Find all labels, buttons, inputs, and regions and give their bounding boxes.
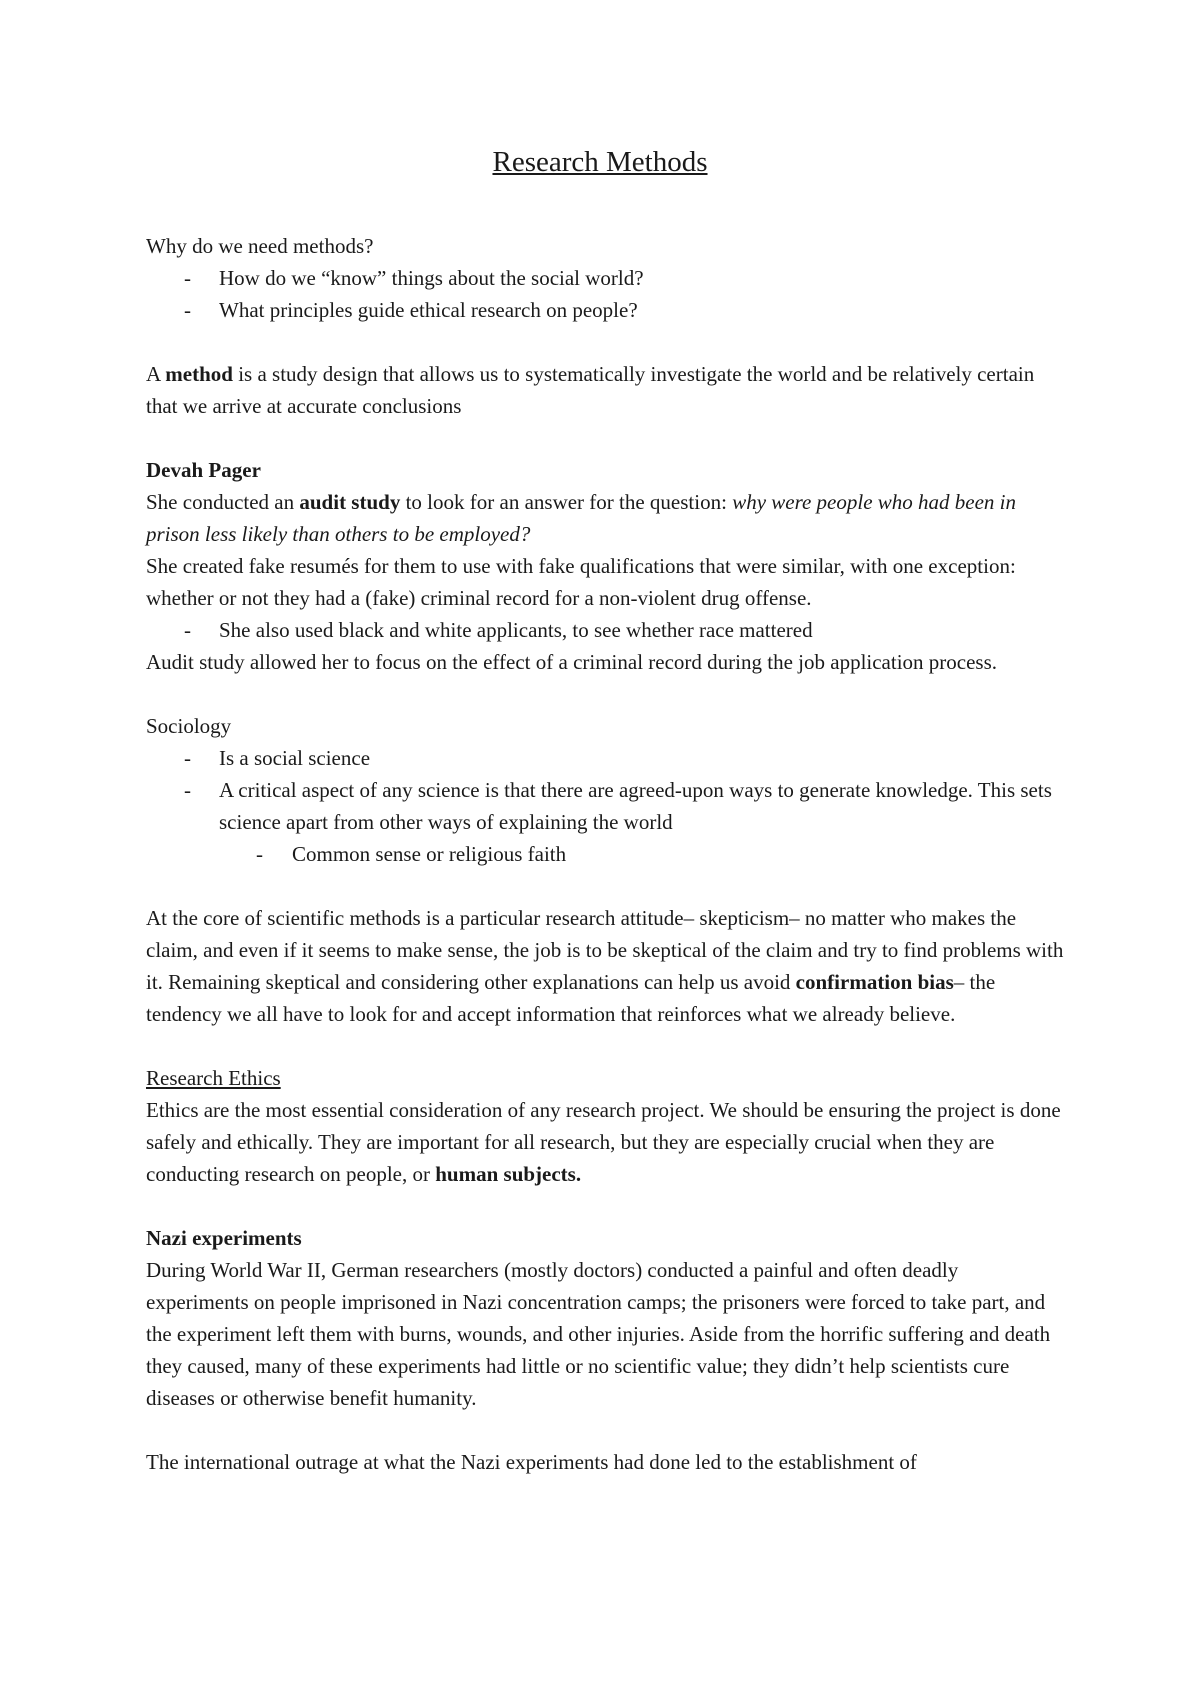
research-question: why were people who had been in prison less likely than others to be employed? xyxy=(146,490,1017,546)
ethics-paragraph: Ethics are the most essential consideration of any research project. We should be ensuring the project is done safely and ethically. They are important for all research, but they are especially crucial when they are conducting research on people, or human subjects. xyxy=(146,1098,1061,1186)
bullet-dash: - xyxy=(184,266,191,290)
nazi-paragraph: During World War II, German researchers (mostly doctors) conducted a painful and often deadly experiments on people imprisoned in Nazi concentration camps; the prisoners were forced to take part, and the experiment left them with burns, wounds, and other injuries. Aside from the horrific suffering and death they caused, many of these experiments had little or no scientific value; they didn’t help scientists cure diseases or otherwise benefit humanity. xyxy=(146,1258,1051,1410)
document-body xyxy=(146,230,1066,1478)
term-audit-study: audit study xyxy=(299,490,401,514)
list-item: - How do we “know” things about the social world? xyxy=(146,262,1066,294)
bullet-dash: - xyxy=(256,842,263,866)
list-item: - What principles guide ethical research on people? xyxy=(146,294,1066,326)
skepticism-paragraph: At the core of scientific methods is a particular research attitude– skepticism– no matter who makes the claim, and even if it seems to make sense, the job is to be skeptical of the claim and try to find problems with it. Remaining skeptical and considering other explanations can help us avoid confirmation bias– the tendency we all have to look for and accept information that reinforces what we already believe. xyxy=(146,906,1064,1026)
section-heading-ethics: Research Ethics xyxy=(146,1066,281,1090)
section-heading-sociology: Sociology xyxy=(146,714,232,738)
list-item: - Is a social science xyxy=(146,742,1066,774)
page-title: Research Methods xyxy=(492,146,708,178)
bullet-dash: - xyxy=(184,618,191,642)
section-heading-pager: Devah Pager xyxy=(146,458,261,482)
term-confirmation-bias: confirmation bias xyxy=(795,970,954,994)
pager-paragraph-3: Audit study allowed her to focus on the effect of a criminal record during the job application process. xyxy=(146,650,998,674)
pager-paragraph-2: She created fake resumés for them to use with fake qualifications that were similar, with one exception: whether or not they had a (fake) criminal record for a non-violent drug offense. xyxy=(146,554,1016,610)
section-heading-nazi: Nazi experiments xyxy=(146,1226,302,1250)
method-definition: A method is a study design that allows us to systematically investigate the world and be relatively certain that we arrive at accurate conclusions xyxy=(146,362,1035,418)
list-item: - She also used black and white applicants, to see whether race mattered xyxy=(146,614,1066,646)
term-method: method xyxy=(165,362,233,386)
bullet-dash: - xyxy=(184,298,191,322)
bullet-dash: - xyxy=(184,746,191,770)
pager-paragraph-1: She conducted an audit study to look for an answer for the question: why were people who had been in prison less likely than others to be employed? xyxy=(146,490,1017,546)
sub-list-item: - Common sense or religious faith xyxy=(146,838,1066,870)
intro-question: Why do we need methods? xyxy=(146,234,374,258)
outrage-paragraph: The international outrage at what the Nazi experiments had done led to the establishment of xyxy=(146,1450,917,1474)
bullet-dash: - xyxy=(184,778,191,802)
term-human-subjects: human subjects. xyxy=(435,1162,582,1186)
list-item: - A critical aspect of any science is that there are agreed-upon ways to generate knowledge. This sets science apart from other ways of explaining the world xyxy=(146,774,1066,838)
